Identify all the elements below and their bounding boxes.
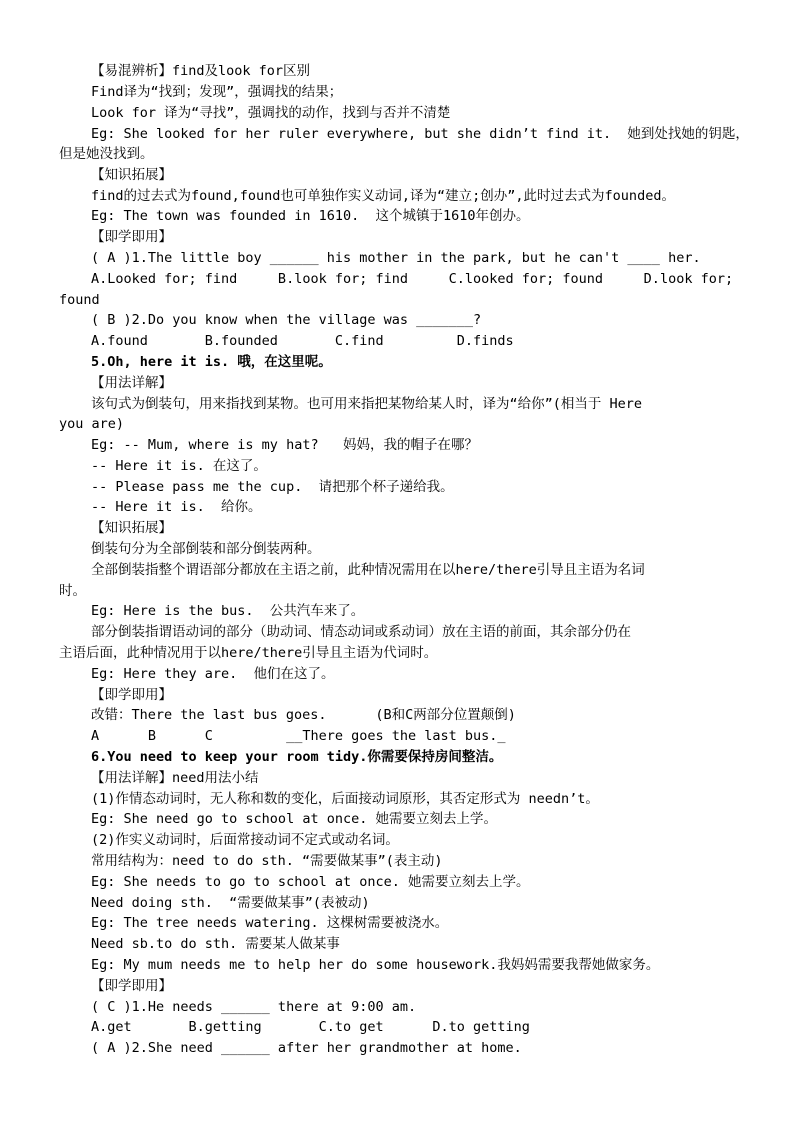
options-line-continuation: found	[59, 292, 100, 308]
text-line: Need doing sth. “需要做某事”(表被动)	[91, 895, 370, 911]
text-line: 该句式为倒装句，用来指找到某物。也可用来指把某物给某人时，译为“给你”(相当于 Here	[91, 396, 643, 412]
example-line: Eg: Here is the bus. 公共汽车来了。	[91, 603, 365, 619]
point-heading-6: 6.You need to keep your room tidy.你需要保持房间整洁。	[91, 749, 503, 765]
text-line-continuation: you are)	[59, 416, 125, 432]
example-line: Eg: Here they are. 他们在这了。	[91, 666, 335, 682]
text-line: 倒装句分为全部倒装和部分倒装两种。	[91, 541, 321, 557]
section-heading-usage: 【用法详解】need用法小结	[91, 770, 259, 786]
section-heading-extension: 【知识拓展】	[91, 167, 172, 183]
section-heading-practice: 【即学即用】	[91, 978, 172, 994]
question-line: ( A )1.The little boy ______ his mother in the park, but he can't ____ her.	[91, 250, 701, 266]
correction-line: 改错：There the last bus goes. (B和C两部分位置颠倒)	[91, 707, 516, 723]
section-heading-practice: 【即学即用】	[91, 229, 172, 245]
point-heading-5: 5.Oh, here it is. 哦，在这里呢。	[91, 354, 332, 370]
text-line-continuation: 主语后面，此种情况用于以here/there引导且主语为代词时。	[59, 645, 438, 661]
question-line: ( A )2.She need ______ after her grandmother at home.	[91, 1040, 522, 1056]
options-line: A.get B.getting C.to get D.to getting	[91, 1019, 530, 1035]
example-line: Eg: She need go to school at once. 她需要立刻去上学。	[91, 811, 497, 827]
example-line: Eg: -- Mum, where is my hat? 妈妈，我的帽子在哪？	[91, 437, 478, 453]
text-line: Find译为“找到；发现”，强调找的结果；	[91, 84, 343, 100]
text-line-continuation: 时。	[59, 583, 86, 599]
example-line: Eg: She needs to go to school at once. 她需要立刻去上学。	[91, 874, 530, 890]
text-line: find的过去式为found,found也可单独作实义动词,译为“建立;创办”,此时过去式为founded。	[91, 188, 675, 204]
section-heading-usage: 【用法详解】	[91, 375, 172, 391]
text-line: Need sb.to do sth. 需要某人做某事	[91, 936, 340, 952]
options-line: A.Looked for; find B.look for; find C.looked for; found D.look for;	[91, 271, 734, 287]
text-line: 常用结构为：need to do sth. “需要做某事”(表主动)	[91, 853, 443, 869]
options-line: A.found B.founded C.find D.finds	[91, 333, 514, 349]
question-line: ( B )2.Do you know when the village was _______?	[91, 312, 482, 328]
text-line: (1)作情态动词时，无人称和数的变化，后面接动词原形，其否定形式为 needn’t。	[91, 791, 599, 807]
example-line: -- Please pass me the cup. 请把那个杯子递给我。	[91, 479, 454, 495]
example-line: Eg: The tree needs watering. 这棵树需要被浇水。	[91, 915, 449, 931]
example-line: Eg: She looked for her ruler everywhere, but she didn’t find it. 她到处找她的钥匙，	[91, 126, 749, 142]
correction-answer-line: A B C __There goes the last bus._	[91, 728, 506, 744]
section-heading-practice: 【即学即用】	[91, 687, 172, 703]
text-line: (2)作实义动词时，后面常接动词不定式或动名词。	[91, 832, 399, 848]
example-line: Eg: My mum needs me to help her do some housework.我妈妈需要我帮她做家务。	[91, 957, 660, 973]
question-line: ( C )1.He needs ______ there at 9:00 am.	[91, 999, 417, 1015]
text-line: 全部倒装指整个谓语部分都放在主语之前，此种情况需用在以here/there引导且主语为名词	[91, 562, 645, 578]
section-heading-extension: 【知识拓展】	[91, 520, 172, 536]
example-line: -- Here it is. 在这了。	[91, 458, 267, 474]
text-line: Look for 译为“寻找”，强调找的动作，找到与否并不清楚	[91, 105, 451, 121]
text-line-continuation: 但是她没找到。	[59, 146, 154, 162]
example-line: -- Here it is. 给你。	[91, 499, 262, 515]
text-line: 部分倒装指谓语动词的部分（助动词、情态动词或系动词）放在主语的前面，其余部分仍在	[91, 624, 631, 640]
example-line: Eg: The town was founded in 1610. 这个城镇于1610年创办。	[91, 208, 530, 224]
section-heading-confusable: 【易混辨析】find及look for区别	[91, 63, 311, 79]
